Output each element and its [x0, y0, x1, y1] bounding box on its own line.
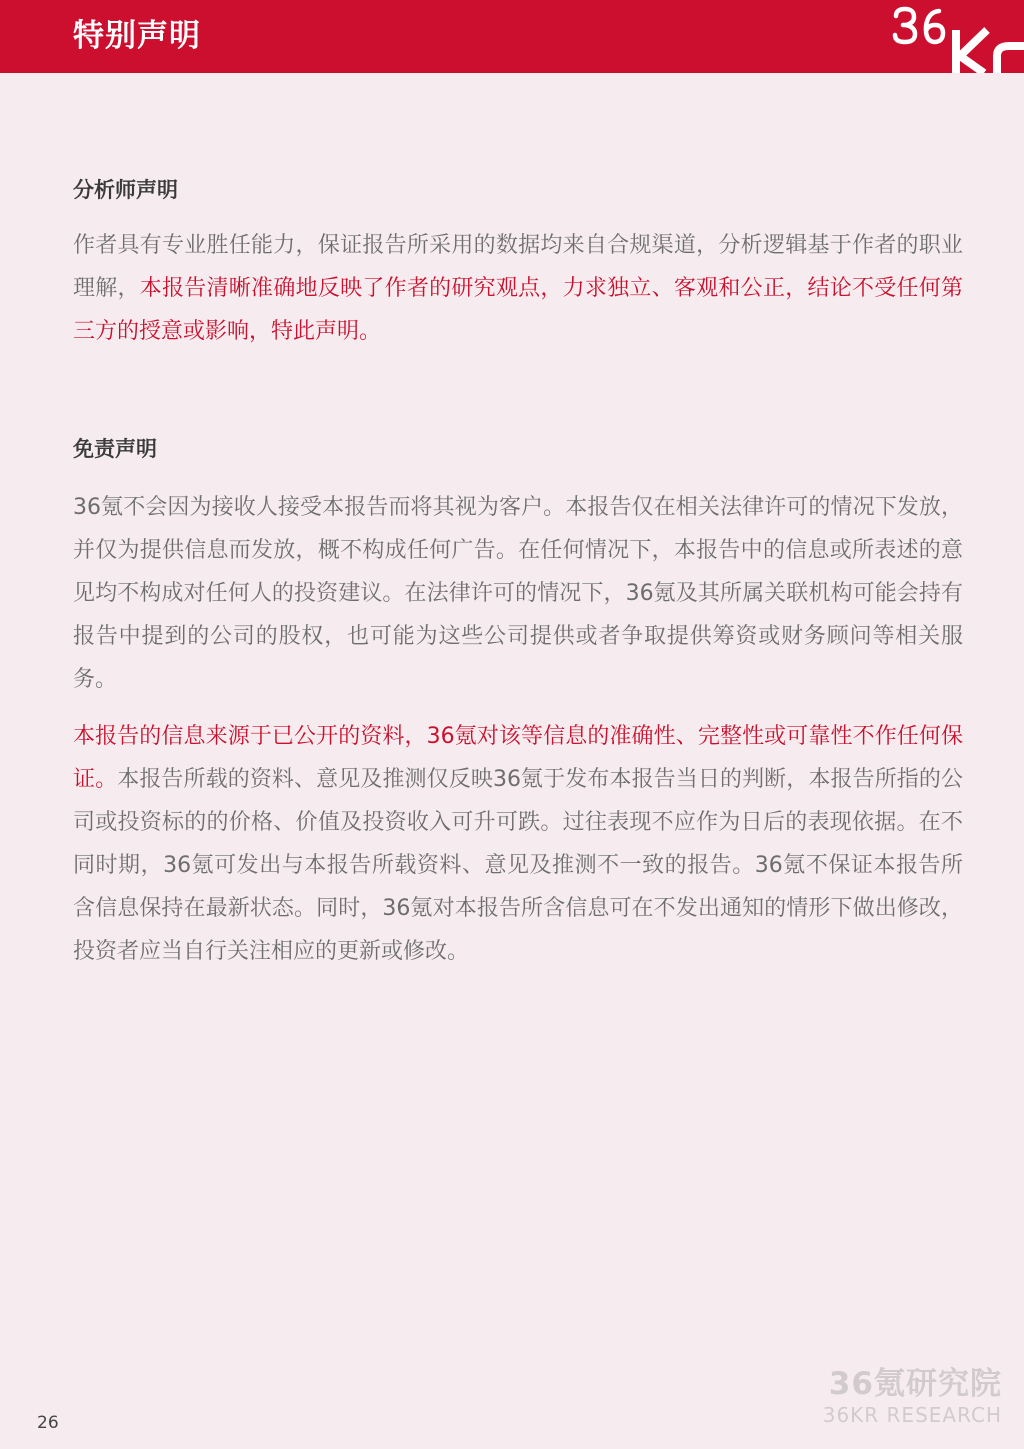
watermark-english: 36KR RESEARCH [822, 1403, 1002, 1427]
analyst-statement-heading: 分析师声明 [73, 178, 178, 202]
page-title: 特别声明 [73, 18, 201, 54]
analyst-statement-highlight: 本报告清晰准确地反映了作者的研究观点，力求独立、客观和公正，结论不受任何第三方的授意或影响，特此声明。 [73, 276, 963, 344]
disclaimer-highlight: 本报告的信息来源于已公开的资料，36氪对该等信息的准确性、完整性或可靠性不作任何保证。 [73, 724, 963, 792]
page-header [0, 0, 1024, 73]
page-number: 26 [37, 1413, 59, 1433]
research-watermark [823, 1366, 1002, 1428]
analyst-statement-paragraph [73, 224, 963, 353]
disclaimer-text: 本报告所载的资料、意见及推测仅反映36氪于发布本报告当日的判断，本报告所指的公司或投资标的的价格、价值及投资收入可升可跌。过往表现不应作为日后的表现依据。在不同时期，36氪可发出与本报告所载资料、意见及推测不一致的报告。36氪不保证本报告所含信息保持在最新状态。同时，36氪对本报告所含信息可在不发出通知的情形下做出修改，投资者应当自行关注相应的更新或修改。 [73, 767, 963, 964]
36kr-logo [884, 0, 1024, 73]
disclaimer-paragraph-1: 36氪不会因为接收人接受本报告而将其视为客户。本报告仅在相关法律许可的情况下发放，并仅为提供信息而发放，概不构成任何广告。在任何情况下，本报告中的信息或所表述的意见均不构成对任何人的投资建议。在法律许可的情况下，36氪及其所属关联机构可能会持有报告中提到的公司的股权，也可能为这些公司提供或者争取提供筹资或财务顾问等相关服务。 [73, 495, 963, 692]
analyst-statement-text: 作者具有专业胜任能力，保证报告所采用的数据均来自合规渠道，分析逻辑基于作者的职业理解， [73, 233, 963, 301]
watermark-chinese: 36氪研究院 [828, 1366, 1002, 1402]
disclaimer-heading: 免责声明 [73, 437, 157, 461]
statement-content [73, 170, 963, 973]
disclaimer-paragraph-2 [73, 715, 963, 973]
